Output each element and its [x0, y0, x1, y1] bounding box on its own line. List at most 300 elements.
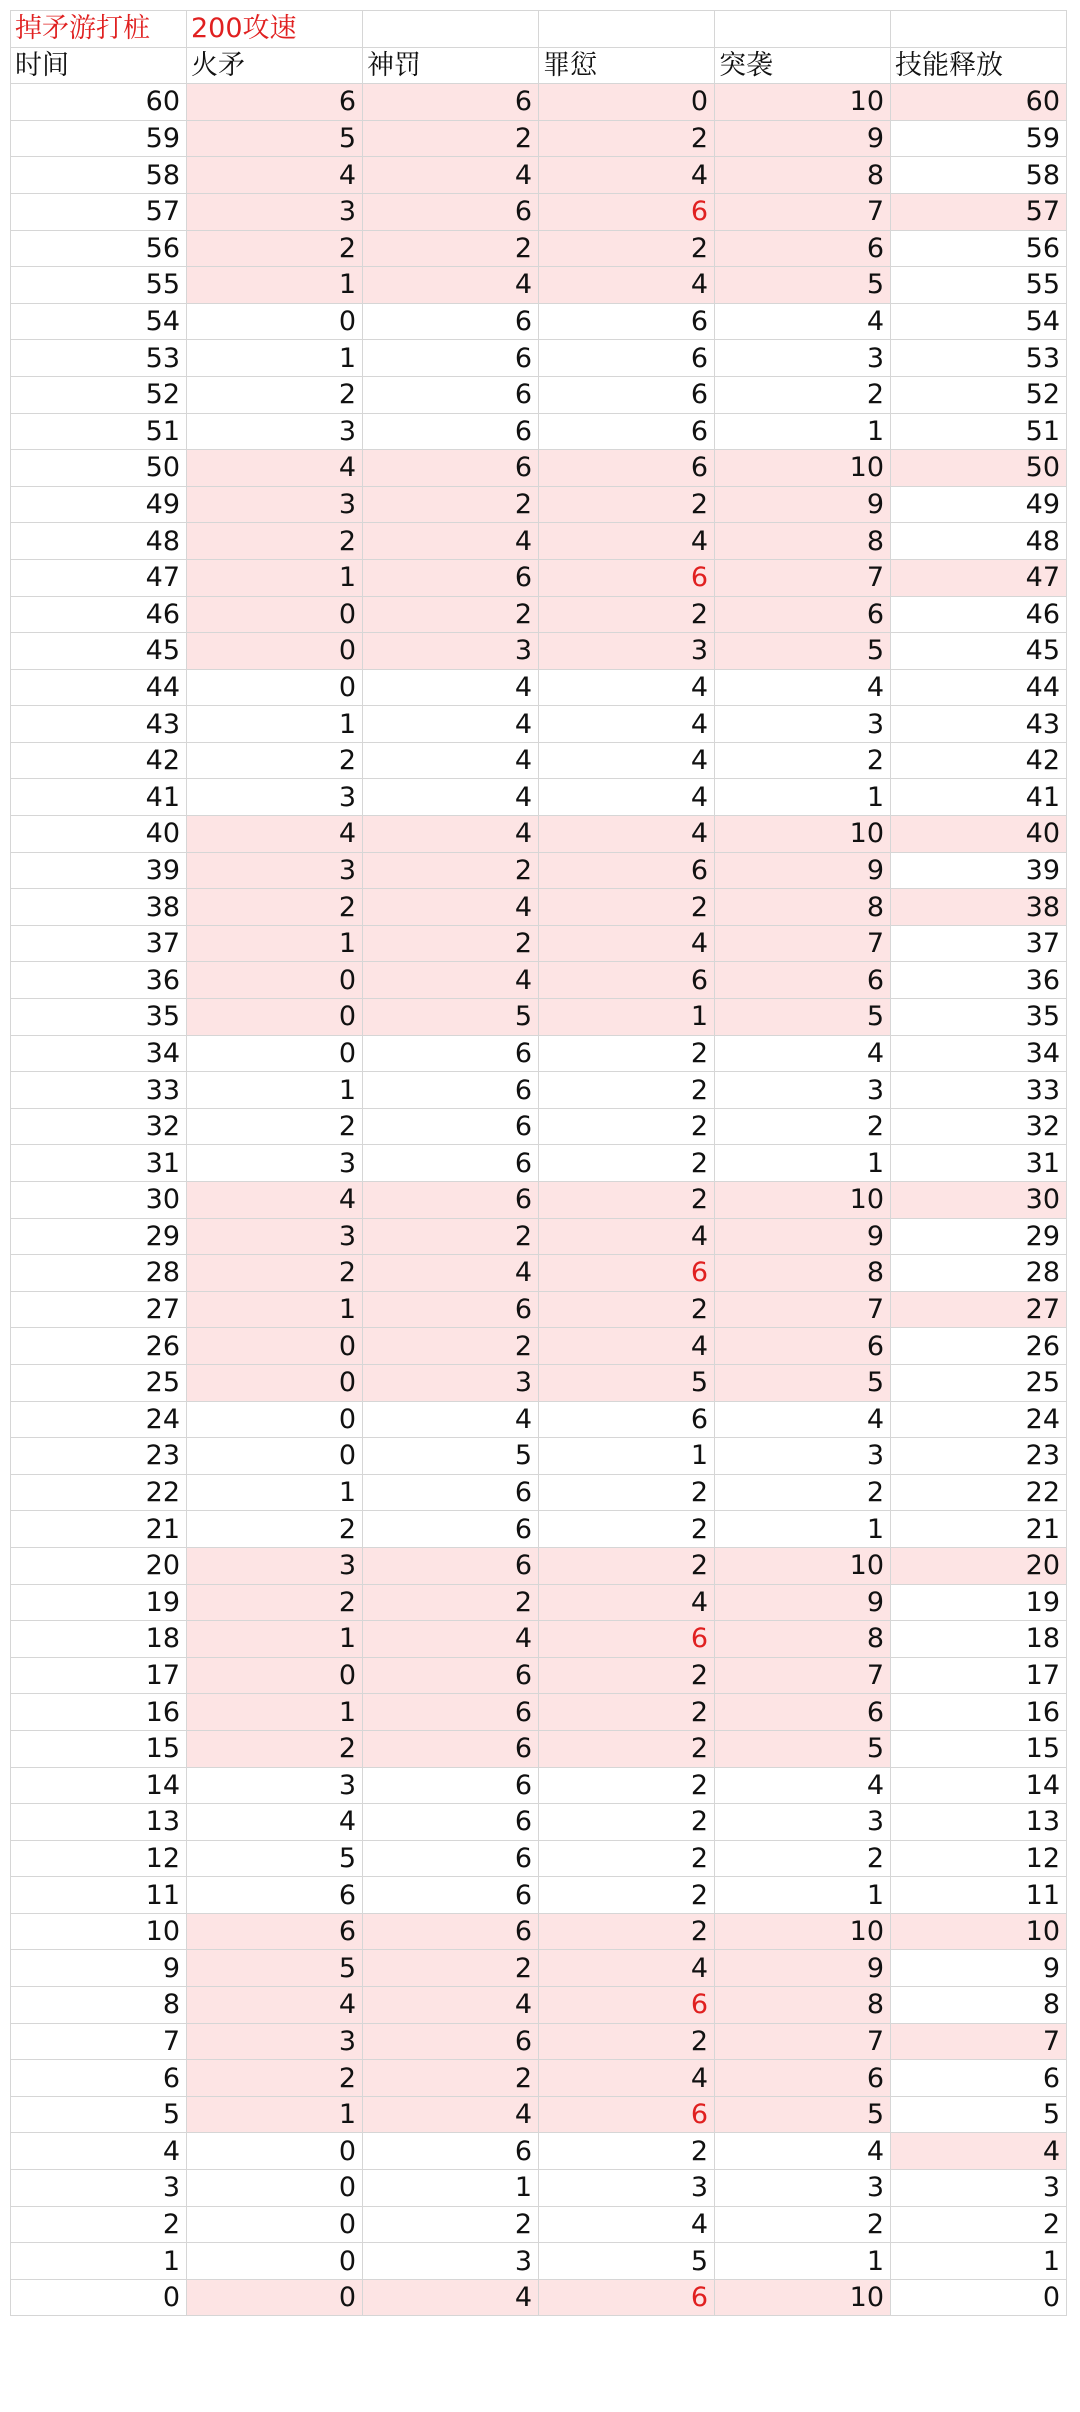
- cell-sin[interactable]: 6: [539, 1621, 715, 1658]
- cell-time[interactable]: 13: [11, 1804, 187, 1841]
- cell-assault[interactable]: 10: [715, 816, 891, 853]
- cell-divine-punish[interactable]: 2: [363, 1218, 539, 1255]
- cell-divine-punish[interactable]: 6: [363, 1694, 539, 1731]
- cell-assault[interactable]: 5: [715, 267, 891, 304]
- cell-assault[interactable]: 9: [715, 120, 891, 157]
- cell-fire-spear[interactable]: 2: [187, 230, 363, 267]
- cell-sin[interactable]: 6: [539, 413, 715, 450]
- cell-skill-cast[interactable]: 17: [891, 1657, 1067, 1694]
- cell-divine-punish[interactable]: 4: [363, 1987, 539, 2024]
- cell-sin[interactable]: 4: [539, 925, 715, 962]
- cell-skill-cast[interactable]: 3: [891, 2170, 1067, 2207]
- cell-divine-punish[interactable]: 2: [363, 1950, 539, 1987]
- cell-skill-cast[interactable]: 58: [891, 157, 1067, 194]
- cell-sin[interactable]: 6: [539, 340, 715, 377]
- cell-fire-spear[interactable]: 0: [187, 2243, 363, 2280]
- cell-fire-spear[interactable]: 3: [187, 413, 363, 450]
- cell-fire-spear[interactable]: 3: [187, 486, 363, 523]
- cell-assault[interactable]: 7: [715, 1291, 891, 1328]
- cell-assault[interactable]: 3: [715, 1072, 891, 1109]
- cell-sin[interactable]: 6: [539, 559, 715, 596]
- cell-skill-cast[interactable]: 18: [891, 1621, 1067, 1658]
- cell-assault[interactable]: 3: [715, 340, 891, 377]
- cell-sin[interactable]: 4: [539, 742, 715, 779]
- cell-sin[interactable]: 1: [539, 1438, 715, 1475]
- cell-sin[interactable]: 2: [539, 1035, 715, 1072]
- cell-time[interactable]: 24: [11, 1401, 187, 1438]
- cell-assault[interactable]: 10: [715, 84, 891, 121]
- cell-divine-punish[interactable]: 6: [363, 193, 539, 230]
- cell-fire-spear[interactable]: 5: [187, 1950, 363, 1987]
- cell-time[interactable]: 19: [11, 1584, 187, 1621]
- cell-divine-punish[interactable]: 2: [363, 852, 539, 889]
- cell-skill-cast[interactable]: 0: [891, 2279, 1067, 2316]
- cell-assault[interactable]: 5: [715, 2096, 891, 2133]
- cell-time[interactable]: 60: [11, 84, 187, 121]
- cell-assault[interactable]: 5: [715, 1730, 891, 1767]
- cell-divine-punish[interactable]: 4: [363, 962, 539, 999]
- cell-fire-spear[interactable]: 3: [187, 1547, 363, 1584]
- cell-fire-spear[interactable]: 1: [187, 1291, 363, 1328]
- cell-sin[interactable]: 6: [539, 376, 715, 413]
- cell-assault[interactable]: 9: [715, 1950, 891, 1987]
- cell-assault[interactable]: 6: [715, 596, 891, 633]
- cell-sin[interactable]: 2: [539, 1108, 715, 1145]
- cell-skill-cast[interactable]: 7: [891, 2023, 1067, 2060]
- cell-assault[interactable]: 3: [715, 706, 891, 743]
- cell-sin[interactable]: 2: [539, 1913, 715, 1950]
- cell-skill-cast[interactable]: 45: [891, 633, 1067, 670]
- cell-divine-punish[interactable]: 6: [363, 1804, 539, 1841]
- title-cell-skill-cast[interactable]: [891, 11, 1067, 48]
- cell-fire-spear[interactable]: 2: [187, 1108, 363, 1145]
- cell-divine-punish[interactable]: 4: [363, 1255, 539, 1292]
- cell-divine-punish[interactable]: 6: [363, 1511, 539, 1548]
- cell-time[interactable]: 16: [11, 1694, 187, 1731]
- cell-divine-punish[interactable]: 1: [363, 2170, 539, 2207]
- cell-sin[interactable]: 2: [539, 1145, 715, 1182]
- cell-skill-cast[interactable]: 57: [891, 193, 1067, 230]
- cell-time[interactable]: 22: [11, 1474, 187, 1511]
- cell-fire-spear[interactable]: 0: [187, 1438, 363, 1475]
- cell-skill-cast[interactable]: 20: [891, 1547, 1067, 1584]
- cell-assault[interactable]: 6: [715, 962, 891, 999]
- cell-fire-spear[interactable]: 1: [187, 559, 363, 596]
- cell-assault[interactable]: 10: [715, 450, 891, 487]
- header-skill-cast[interactable]: 技能释放: [891, 47, 1067, 84]
- cell-sin[interactable]: 2: [539, 1694, 715, 1731]
- cell-assault[interactable]: 5: [715, 633, 891, 670]
- cell-skill-cast[interactable]: 1: [891, 2243, 1067, 2280]
- cell-fire-spear[interactable]: 2: [187, 889, 363, 926]
- cell-time[interactable]: 2: [11, 2206, 187, 2243]
- cell-skill-cast[interactable]: 53: [891, 340, 1067, 377]
- cell-fire-spear[interactable]: 0: [187, 303, 363, 340]
- cell-skill-cast[interactable]: 27: [891, 1291, 1067, 1328]
- cell-skill-cast[interactable]: 8: [891, 1987, 1067, 2024]
- cell-divine-punish[interactable]: 6: [363, 1877, 539, 1914]
- cell-divine-punish[interactable]: 5: [363, 1438, 539, 1475]
- cell-skill-cast[interactable]: 4: [891, 2133, 1067, 2170]
- cell-divine-punish[interactable]: 4: [363, 889, 539, 926]
- cell-skill-cast[interactable]: 38: [891, 889, 1067, 926]
- cell-skill-cast[interactable]: 37: [891, 925, 1067, 962]
- cell-fire-spear[interactable]: 3: [187, 779, 363, 816]
- cell-fire-spear[interactable]: 1: [187, 1621, 363, 1658]
- cell-sin[interactable]: 4: [539, 2060, 715, 2097]
- cell-time[interactable]: 50: [11, 450, 187, 487]
- cell-time[interactable]: 31: [11, 1145, 187, 1182]
- cell-divine-punish[interactable]: 6: [363, 376, 539, 413]
- cell-fire-spear[interactable]: 4: [187, 157, 363, 194]
- cell-fire-spear[interactable]: 3: [187, 1767, 363, 1804]
- cell-assault[interactable]: 4: [715, 1035, 891, 1072]
- cell-divine-punish[interactable]: 4: [363, 816, 539, 853]
- cell-fire-spear[interactable]: 2: [187, 1730, 363, 1767]
- cell-fire-spear[interactable]: 1: [187, 1694, 363, 1731]
- cell-sin[interactable]: 2: [539, 230, 715, 267]
- cell-sin[interactable]: 4: [539, 1950, 715, 1987]
- cell-skill-cast[interactable]: 29: [891, 1218, 1067, 1255]
- cell-skill-cast[interactable]: 15: [891, 1730, 1067, 1767]
- cell-fire-spear[interactable]: 5: [187, 1840, 363, 1877]
- cell-fire-spear[interactable]: 1: [187, 1072, 363, 1109]
- cell-assault[interactable]: 8: [715, 157, 891, 194]
- cell-sin[interactable]: 4: [539, 669, 715, 706]
- cell-divine-punish[interactable]: 2: [363, 596, 539, 633]
- cell-sin[interactable]: 4: [539, 1584, 715, 1621]
- cell-time[interactable]: 21: [11, 1511, 187, 1548]
- cell-sin[interactable]: 2: [539, 1547, 715, 1584]
- cell-time[interactable]: 14: [11, 1767, 187, 1804]
- cell-divine-punish[interactable]: 6: [363, 1730, 539, 1767]
- header-time[interactable]: 时间: [11, 47, 187, 84]
- cell-fire-spear[interactable]: 0: [187, 1364, 363, 1401]
- cell-fire-spear[interactable]: 1: [187, 706, 363, 743]
- cell-divine-punish[interactable]: 6: [363, 1767, 539, 1804]
- cell-fire-spear[interactable]: 1: [187, 925, 363, 962]
- cell-fire-spear[interactable]: 3: [187, 193, 363, 230]
- cell-assault[interactable]: 8: [715, 1255, 891, 1292]
- cell-sin[interactable]: 2: [539, 1511, 715, 1548]
- cell-divine-punish[interactable]: 6: [363, 1840, 539, 1877]
- cell-divine-punish[interactable]: 4: [363, 1401, 539, 1438]
- cell-time[interactable]: 29: [11, 1218, 187, 1255]
- cell-fire-spear[interactable]: 4: [187, 1182, 363, 1219]
- cell-assault[interactable]: 2: [715, 1840, 891, 1877]
- cell-skill-cast[interactable]: 34: [891, 1035, 1067, 1072]
- cell-sin[interactable]: 0: [539, 84, 715, 121]
- cell-assault[interactable]: 1: [715, 779, 891, 816]
- cell-sin[interactable]: 6: [539, 1255, 715, 1292]
- cell-skill-cast[interactable]: 46: [891, 596, 1067, 633]
- cell-time[interactable]: 53: [11, 340, 187, 377]
- cell-divine-punish[interactable]: 6: [363, 303, 539, 340]
- cell-time[interactable]: 47: [11, 559, 187, 596]
- cell-sin[interactable]: 2: [539, 1804, 715, 1841]
- cell-skill-cast[interactable]: 54: [891, 303, 1067, 340]
- cell-time[interactable]: 25: [11, 1364, 187, 1401]
- cell-divine-punish[interactable]: 2: [363, 2206, 539, 2243]
- cell-sin[interactable]: 2: [539, 1877, 715, 1914]
- cell-fire-spear[interactable]: 0: [187, 2206, 363, 2243]
- cell-sin[interactable]: 6: [539, 2096, 715, 2133]
- cell-time[interactable]: 43: [11, 706, 187, 743]
- cell-time[interactable]: 18: [11, 1621, 187, 1658]
- cell-fire-spear[interactable]: 0: [187, 1328, 363, 1365]
- cell-sin[interactable]: 2: [539, 596, 715, 633]
- cell-time[interactable]: 58: [11, 157, 187, 194]
- cell-sin[interactable]: 6: [539, 1401, 715, 1438]
- cell-skill-cast[interactable]: 48: [891, 523, 1067, 560]
- cell-fire-spear[interactable]: 6: [187, 84, 363, 121]
- cell-fire-spear[interactable]: 6: [187, 1877, 363, 1914]
- cell-time[interactable]: 46: [11, 596, 187, 633]
- cell-assault[interactable]: 4: [715, 1767, 891, 1804]
- cell-sin[interactable]: 6: [539, 193, 715, 230]
- cell-divine-punish[interactable]: 4: [363, 1621, 539, 1658]
- cell-sin[interactable]: 4: [539, 2206, 715, 2243]
- cell-assault[interactable]: 7: [715, 1657, 891, 1694]
- cell-assault[interactable]: 5: [715, 1364, 891, 1401]
- cell-fire-spear[interactable]: 4: [187, 1987, 363, 2024]
- cell-fire-spear[interactable]: 6: [187, 1913, 363, 1950]
- cell-assault[interactable]: 1: [715, 1511, 891, 1548]
- cell-time[interactable]: 32: [11, 1108, 187, 1145]
- title-cell-sin[interactable]: [539, 11, 715, 48]
- cell-sin[interactable]: 4: [539, 157, 715, 194]
- cell-assault[interactable]: 2: [715, 1474, 891, 1511]
- cell-sin[interactable]: 2: [539, 120, 715, 157]
- cell-sin[interactable]: 2: [539, 1291, 715, 1328]
- cell-skill-cast[interactable]: 16: [891, 1694, 1067, 1731]
- cell-skill-cast[interactable]: 55: [891, 267, 1067, 304]
- cell-time[interactable]: 26: [11, 1328, 187, 1365]
- cell-skill-cast[interactable]: 10: [891, 1913, 1067, 1950]
- cell-skill-cast[interactable]: 59: [891, 120, 1067, 157]
- cell-fire-spear[interactable]: 0: [187, 669, 363, 706]
- cell-divine-punish[interactable]: 4: [363, 2279, 539, 2316]
- cell-time[interactable]: 4: [11, 2133, 187, 2170]
- cell-fire-spear[interactable]: 3: [187, 2023, 363, 2060]
- cell-skill-cast[interactable]: 14: [891, 1767, 1067, 1804]
- cell-skill-cast[interactable]: 39: [891, 852, 1067, 889]
- cell-time[interactable]: 6: [11, 2060, 187, 2097]
- cell-assault[interactable]: 2: [715, 1108, 891, 1145]
- cell-divine-punish[interactable]: 2: [363, 120, 539, 157]
- cell-fire-spear[interactable]: 0: [187, 1657, 363, 1694]
- cell-sin[interactable]: 2: [539, 889, 715, 926]
- cell-sin[interactable]: 6: [539, 852, 715, 889]
- cell-sin[interactable]: 4: [539, 523, 715, 560]
- cell-assault[interactable]: 5: [715, 999, 891, 1036]
- cell-fire-spear[interactable]: 0: [187, 633, 363, 670]
- cell-divine-punish[interactable]: 6: [363, 1035, 539, 1072]
- cell-sin[interactable]: 4: [539, 706, 715, 743]
- cell-skill-cast[interactable]: 11: [891, 1877, 1067, 1914]
- cell-divine-punish[interactable]: 4: [363, 742, 539, 779]
- cell-time[interactable]: 59: [11, 120, 187, 157]
- cell-fire-spear[interactable]: 1: [187, 2096, 363, 2133]
- cell-sin[interactable]: 6: [539, 2279, 715, 2316]
- cell-skill-cast[interactable]: 36: [891, 962, 1067, 999]
- header-divine-punish[interactable]: 神罚: [363, 47, 539, 84]
- cell-time[interactable]: 56: [11, 230, 187, 267]
- cell-sin[interactable]: 2: [539, 2023, 715, 2060]
- cell-fire-spear[interactable]: 0: [187, 596, 363, 633]
- header-sin[interactable]: 罪愆: [539, 47, 715, 84]
- cell-skill-cast[interactable]: 42: [891, 742, 1067, 779]
- cell-time[interactable]: 0: [11, 2279, 187, 2316]
- cell-skill-cast[interactable]: 26: [891, 1328, 1067, 1365]
- cell-fire-spear[interactable]: 0: [187, 1401, 363, 1438]
- cell-fire-spear[interactable]: 2: [187, 376, 363, 413]
- cell-skill-cast[interactable]: 49: [891, 486, 1067, 523]
- cell-skill-cast[interactable]: 13: [891, 1804, 1067, 1841]
- cell-time[interactable]: 9: [11, 1950, 187, 1987]
- cell-time[interactable]: 34: [11, 1035, 187, 1072]
- cell-divine-punish[interactable]: 3: [363, 633, 539, 670]
- cell-skill-cast[interactable]: 47: [891, 559, 1067, 596]
- cell-assault[interactable]: 6: [715, 1328, 891, 1365]
- cell-time[interactable]: 38: [11, 889, 187, 926]
- cell-fire-spear[interactable]: 1: [187, 267, 363, 304]
- cell-sin[interactable]: 6: [539, 303, 715, 340]
- cell-assault[interactable]: 1: [715, 413, 891, 450]
- cell-divine-punish[interactable]: 2: [363, 486, 539, 523]
- cell-assault[interactable]: 10: [715, 1182, 891, 1219]
- cell-divine-punish[interactable]: 4: [363, 706, 539, 743]
- cell-time[interactable]: 42: [11, 742, 187, 779]
- cell-assault[interactable]: 10: [715, 1547, 891, 1584]
- cell-sin[interactable]: 4: [539, 1328, 715, 1365]
- header-fire-spear[interactable]: 火矛: [187, 47, 363, 84]
- cell-sin[interactable]: 2: [539, 1730, 715, 1767]
- cell-skill-cast[interactable]: 22: [891, 1474, 1067, 1511]
- cell-fire-spear[interactable]: 0: [187, 1035, 363, 1072]
- cell-divine-punish[interactable]: 6: [363, 1182, 539, 1219]
- cell-skill-cast[interactable]: 24: [891, 1401, 1067, 1438]
- cell-sin[interactable]: 4: [539, 1218, 715, 1255]
- cell-sin[interactable]: 2: [539, 1072, 715, 1109]
- cell-time[interactable]: 41: [11, 779, 187, 816]
- title-cell-fire-spear[interactable]: 200攻速: [187, 11, 363, 48]
- cell-fire-spear[interactable]: 2: [187, 1584, 363, 1621]
- cell-fire-spear[interactable]: 0: [187, 2279, 363, 2316]
- header-assault[interactable]: 突袭: [715, 47, 891, 84]
- cell-fire-spear[interactable]: 0: [187, 2133, 363, 2170]
- cell-sin[interactable]: 2: [539, 1767, 715, 1804]
- cell-divine-punish[interactable]: 6: [363, 1913, 539, 1950]
- cell-time[interactable]: 30: [11, 1182, 187, 1219]
- cell-divine-punish[interactable]: 6: [363, 2023, 539, 2060]
- cell-assault[interactable]: 8: [715, 1621, 891, 1658]
- cell-sin[interactable]: 4: [539, 267, 715, 304]
- cell-fire-spear[interactable]: 5: [187, 120, 363, 157]
- cell-assault[interactable]: 2: [715, 2206, 891, 2243]
- cell-divine-punish[interactable]: 4: [363, 523, 539, 560]
- cell-sin[interactable]: 6: [539, 962, 715, 999]
- cell-divine-punish[interactable]: 6: [363, 2133, 539, 2170]
- cell-assault[interactable]: 4: [715, 2133, 891, 2170]
- cell-fire-spear[interactable]: 4: [187, 816, 363, 853]
- cell-time[interactable]: 33: [11, 1072, 187, 1109]
- cell-skill-cast[interactable]: 51: [891, 413, 1067, 450]
- cell-divine-punish[interactable]: 4: [363, 779, 539, 816]
- cell-assault[interactable]: 4: [715, 1401, 891, 1438]
- cell-time[interactable]: 28: [11, 1255, 187, 1292]
- cell-time[interactable]: 45: [11, 633, 187, 670]
- cell-fire-spear[interactable]: 1: [187, 1474, 363, 1511]
- cell-divine-punish[interactable]: 4: [363, 669, 539, 706]
- title-cell-assault[interactable]: [715, 11, 891, 48]
- cell-time[interactable]: 54: [11, 303, 187, 340]
- cell-divine-punish[interactable]: 6: [363, 340, 539, 377]
- cell-assault[interactable]: 2: [715, 742, 891, 779]
- cell-time[interactable]: 12: [11, 1840, 187, 1877]
- cell-sin[interactable]: 2: [539, 1840, 715, 1877]
- cell-divine-punish[interactable]: 4: [363, 267, 539, 304]
- cell-sin[interactable]: 6: [539, 450, 715, 487]
- cell-assault[interactable]: 1: [715, 2243, 891, 2280]
- cell-assault[interactable]: 8: [715, 889, 891, 926]
- cell-divine-punish[interactable]: 2: [363, 230, 539, 267]
- cell-time[interactable]: 39: [11, 852, 187, 889]
- cell-time[interactable]: 35: [11, 999, 187, 1036]
- cell-sin[interactable]: 3: [539, 2170, 715, 2207]
- cell-time[interactable]: 1: [11, 2243, 187, 2280]
- cell-assault[interactable]: 3: [715, 1804, 891, 1841]
- cell-fire-spear[interactable]: 4: [187, 1804, 363, 1841]
- cell-skill-cast[interactable]: 5: [891, 2096, 1067, 2133]
- cell-assault[interactable]: 9: [715, 1218, 891, 1255]
- cell-divine-punish[interactable]: 6: [363, 1657, 539, 1694]
- cell-assault[interactable]: 7: [715, 559, 891, 596]
- cell-skill-cast[interactable]: 44: [891, 669, 1067, 706]
- cell-sin[interactable]: 2: [539, 1182, 715, 1219]
- cell-time[interactable]: 44: [11, 669, 187, 706]
- cell-time[interactable]: 23: [11, 1438, 187, 1475]
- cell-time[interactable]: 57: [11, 193, 187, 230]
- cell-assault[interactable]: 7: [715, 193, 891, 230]
- cell-sin[interactable]: 4: [539, 816, 715, 853]
- cell-assault[interactable]: 2: [715, 376, 891, 413]
- cell-divine-punish[interactable]: 6: [363, 1547, 539, 1584]
- cell-divine-punish[interactable]: 2: [363, 1328, 539, 1365]
- cell-assault[interactable]: 10: [715, 2279, 891, 2316]
- cell-time[interactable]: 40: [11, 816, 187, 853]
- cell-sin[interactable]: 4: [539, 779, 715, 816]
- cell-divine-punish[interactable]: 5: [363, 999, 539, 1036]
- cell-time[interactable]: 15: [11, 1730, 187, 1767]
- cell-skill-cast[interactable]: 41: [891, 779, 1067, 816]
- cell-time[interactable]: 49: [11, 486, 187, 523]
- cell-fire-spear[interactable]: 2: [187, 523, 363, 560]
- cell-divine-punish[interactable]: 6: [363, 1108, 539, 1145]
- cell-assault[interactable]: 6: [715, 230, 891, 267]
- cell-divine-punish[interactable]: 4: [363, 2096, 539, 2133]
- cell-fire-spear[interactable]: 0: [187, 999, 363, 1036]
- cell-divine-punish[interactable]: 6: [363, 1474, 539, 1511]
- cell-skill-cast[interactable]: 60: [891, 84, 1067, 121]
- cell-time[interactable]: 36: [11, 962, 187, 999]
- cell-divine-punish[interactable]: 6: [363, 1072, 539, 1109]
- cell-fire-spear[interactable]: 3: [187, 1218, 363, 1255]
- cell-fire-spear[interactable]: 4: [187, 450, 363, 487]
- cell-time[interactable]: 52: [11, 376, 187, 413]
- cell-fire-spear[interactable]: 2: [187, 2060, 363, 2097]
- cell-fire-spear[interactable]: 3: [187, 1145, 363, 1182]
